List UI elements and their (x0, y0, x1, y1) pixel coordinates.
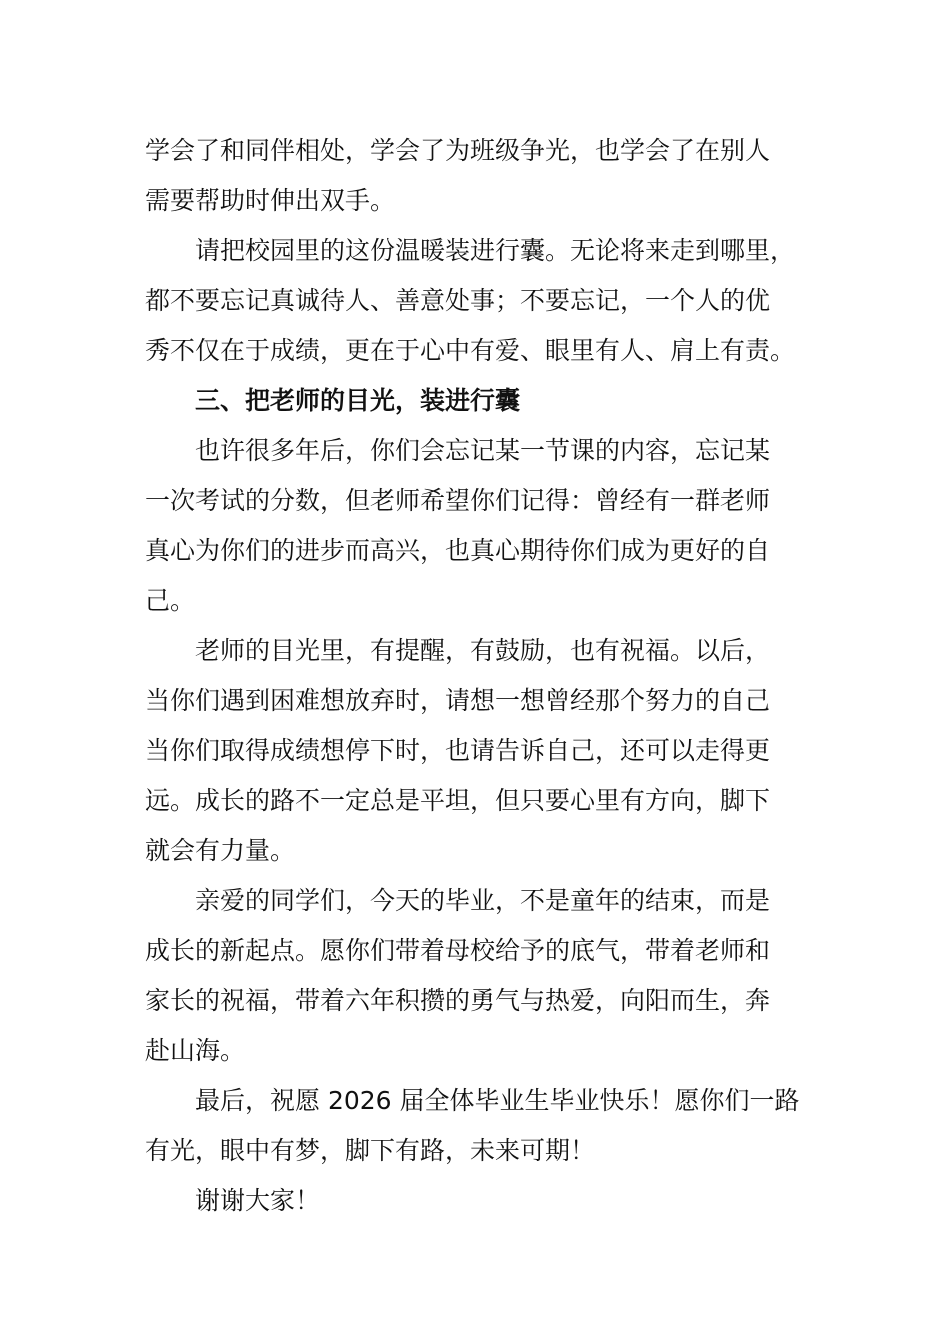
text-line: 家长的祝福，带着六年积攒的勇气与热爱，向阳而生，奔 (145, 986, 771, 1015)
text-line: 亲爱的同学们，今天的毕业，不是童年的结束，而是 (195, 886, 771, 915)
section-heading: 三、把老师的目光，装进行囊 (195, 386, 521, 415)
text-line: 真心为你们的进步而高兴，也真心期待你们成为更好的自 (145, 536, 771, 565)
paragraph (145, 426, 835, 626)
text-line: 成长的新起点。愿你们带着母校给予的底气，带着老师和 (145, 936, 771, 965)
paragraph (145, 876, 835, 1076)
paragraph (145, 126, 835, 226)
paragraph (145, 1076, 835, 1176)
text-line: 赴山海。 (145, 1036, 246, 1065)
text-line: 请把校园里的这份温暖装进行囊。无论将来走到哪里， (195, 236, 796, 265)
text-line: 当你们遇到困难想放弃时，请想一想曾经那个努力的自己 (145, 686, 771, 715)
text-line: 最后，祝愿 2026 届全体毕业生毕业快乐！愿你们一路 (195, 1086, 800, 1115)
text-line: 远。成长的路不一定总是平坦，但只要心里有方向，脚下 (145, 786, 771, 815)
paragraph (145, 1176, 835, 1226)
text-line: 也许很多年后，你们会忘记某一节课的内容，忘记某 (195, 436, 771, 465)
text-line: 学会了和同伴相处，学会了为班级争光，也学会了在别人 (145, 136, 771, 165)
text-line: 有光，眼中有梦，脚下有路，未来可期！ (145, 1136, 596, 1165)
text-line: 当你们取得成绩想停下时，也请告诉自己，还可以走得更 (145, 736, 771, 765)
text-line: 需要帮助时伸出双手。 (145, 186, 396, 215)
text-line: 秀不仅在于成绩，更在于心中有爱、眼里有人、肩上有责。 (145, 336, 796, 365)
text-line: 己。 (145, 586, 196, 615)
paragraph (145, 626, 835, 876)
text-line: 老师的目光里，有提醒，有鼓励，也有祝福。以后， (195, 636, 771, 665)
document-body (145, 126, 835, 1226)
closing-line: 谢谢大家！ (195, 1186, 321, 1215)
text-line: 一次考试的分数，但老师希望你们记得：曾经有一群老师 (145, 486, 771, 515)
text-line: 都不要忘记真诚待人、善意处事；不要忘记，一个人的优 (145, 286, 771, 315)
paragraph (145, 226, 835, 376)
text-line: 就会有力量。 (145, 836, 296, 865)
section-heading-wrapper (145, 376, 835, 426)
